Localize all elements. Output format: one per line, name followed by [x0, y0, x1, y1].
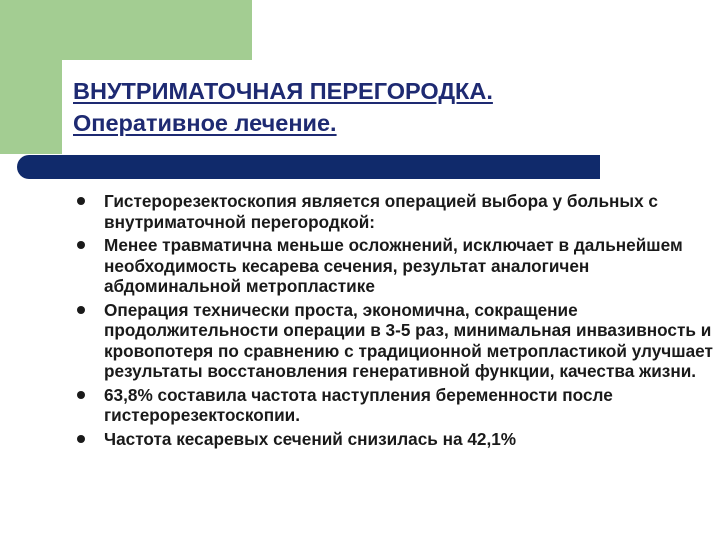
bullet-dot-icon [77, 241, 85, 249]
bullet-item [73, 429, 713, 450]
bullet-item [73, 191, 713, 232]
bullet-list [73, 191, 713, 452]
title-divider-bar [17, 155, 600, 179]
slide-title-line-1: ВНУТРИМАТОЧНАЯ ПЕРЕГОРОДКА. [73, 78, 493, 104]
bullet-dot-icon [77, 197, 85, 205]
bullet-dot-icon [77, 391, 85, 399]
bullet-dot-icon [77, 435, 85, 443]
bullet-text: 63,8% составила частота наступления беременности после гистерорезектоскопии. [104, 384, 613, 425]
slide-title-line-2: Оперативное лечение. [73, 110, 337, 136]
bullet-text: Гистерорезектоскопия является операцией выбора у больных с внутриматочной перегородкой: [104, 191, 658, 232]
bullet-text: Частота кесаревых сечений снизилась на 42,1% [104, 428, 517, 449]
bullet-text: Операция технически проста, экономична, сокращение продолжительности операции в 3-5 раз, минимальная инвазивность и кровопотеря по сравнению с традиционной метропластикой улучшает результаты восстановления генеративной функции, качества жизни. [104, 299, 713, 381]
bullet-text: Менее травматична меньше осложнений, исключает в дальнейшем необходимость кесарева сечения, результат аналогичен абдоминальной метропластике [104, 235, 683, 296]
slide-title [73, 75, 693, 139]
bullet-dot-icon [77, 306, 85, 314]
bullet-item [73, 300, 713, 382]
bullet-item [73, 385, 713, 426]
bullet-item [73, 235, 713, 297]
